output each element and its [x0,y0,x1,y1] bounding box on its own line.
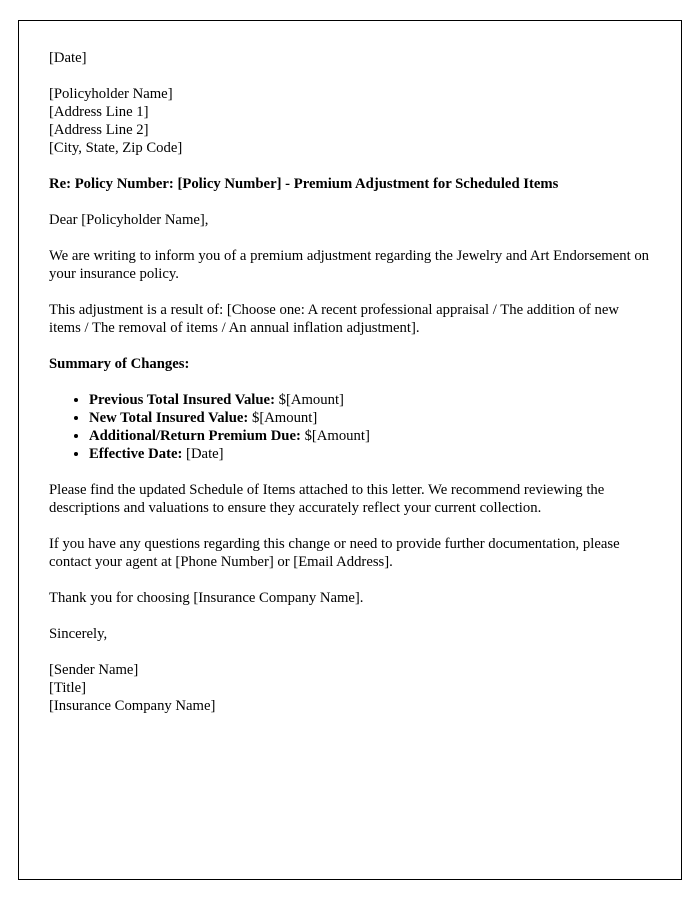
summary-list [49,391,651,463]
letter-body [49,49,651,715]
summary-item-label: Effective Date: [89,446,183,462]
recipient-address-block [49,85,651,157]
summary-item-label: New Total Insured Value: [89,410,249,426]
paragraph-contact: If you have any questions regarding this change or need to provide further documentation, please contact your agent at [Phone Number] or [Email Address]. [49,536,620,570]
summary-item-value: $[Amount] [248,410,318,426]
signature-block [49,661,651,715]
letter-page [18,20,682,880]
summary-item-new-value [89,409,651,427]
summary-item-premium-due [89,427,651,445]
summary-item-effective-date [89,445,651,463]
summary-item-value: [Date] [182,446,224,462]
recipient-city-state-zip: [City, State, Zip Code] [49,140,183,156]
summary-item-label: Previous Total Insured Value: [89,392,275,408]
paragraph-schedule: Please find the updated Schedule of Items attached to this letter. We recommend reviewing the descriptions and valuations to ensure they accurately reflect your current collection. [49,482,605,516]
subject-line: Re: Policy Number: [Policy Number] - Premium Adjustment for Scheduled Items [49,176,559,192]
closing: Sincerely, [49,626,108,642]
signature-name: [Sender Name] [49,662,139,678]
summary-item-label: Additional/Return Premium Due: [89,428,301,444]
recipient-address-line2: [Address Line 2] [49,122,149,138]
signature-title: [Title] [49,680,86,696]
paragraph-reason: This adjustment is a result of: [Choose one: A recent professional appraisal / The addition of new items / The removal of items / An annual inflation adjustment]. [49,302,619,336]
summary-item-value: $[Amount] [300,428,370,444]
letter-date: [Date] [49,50,87,66]
signature-company: [Insurance Company Name] [49,698,216,714]
summary-heading: Summary of Changes: [49,356,190,372]
recipient-address-line1: [Address Line 1] [49,104,149,120]
paragraph-thanks: Thank you for choosing [Insurance Company Name]. [49,590,364,606]
summary-item-value: $[Amount] [274,392,344,408]
summary-item-previous-value [89,391,651,409]
recipient-name: [Policyholder Name] [49,86,173,102]
salutation: Dear [Policyholder Name], [49,212,209,228]
paragraph-intro: We are writing to inform you of a premium adjustment regarding the Jewelry and Art Endorsement on your insurance policy. [49,248,650,282]
